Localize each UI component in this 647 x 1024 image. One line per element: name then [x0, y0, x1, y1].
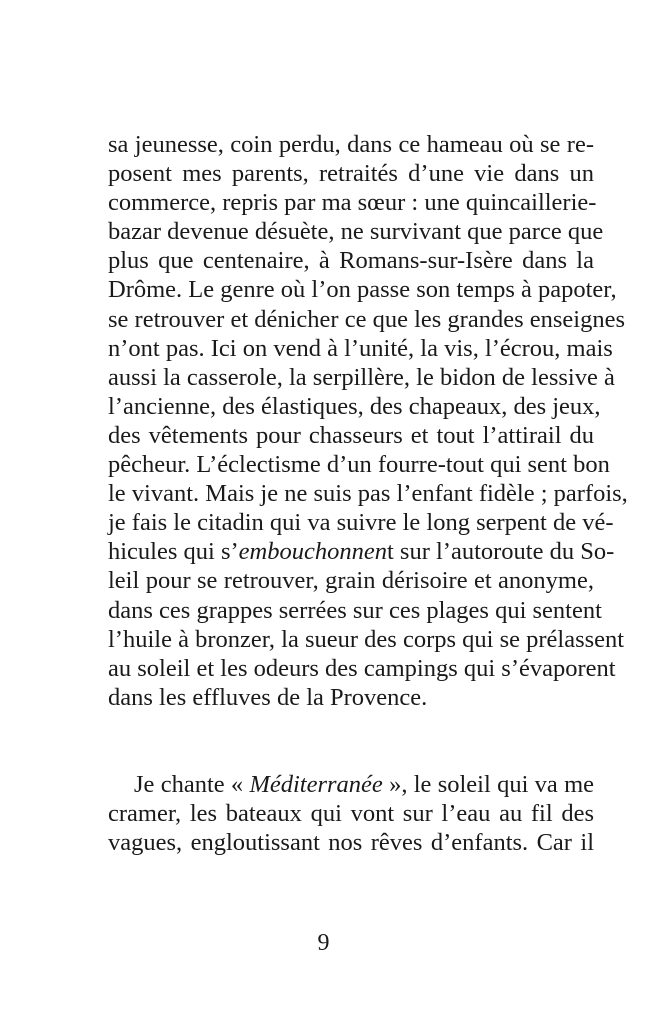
- italic-title: Méditerranée: [249, 771, 383, 798]
- text-line: l’ancienne, des élastiques, des chapeaux, des jeux,: [108, 392, 601, 420]
- text-segment: Je chante «: [134, 771, 250, 798]
- text-line: l’huile à bronzer, la sueur des corps qui se prélassent: [108, 625, 625, 653]
- text-line: se retrouver et dénicher ce que les grandes enseignes: [108, 305, 625, 333]
- text-line: pêcheur. L’éclectisme d’un fourre-tout qui sent bon: [108, 451, 610, 479]
- text-line: aussi la casserole, la serpillère, le bidon de lessive à: [108, 363, 615, 391]
- text-line: [108, 770, 594, 799]
- text-line: au soleil et les odeurs des campings qui s’évaporent: [108, 654, 616, 682]
- text-line: bazar devenue désuète, ne survivant que parce que: [108, 218, 604, 246]
- paragraph-1: [108, 130, 628, 712]
- text-line: n’ont pas. Ici on vend à l’unité, la vis, l’écrou, mais: [108, 334, 613, 362]
- text-line: cramer, les bateaux qui vont sur l’eau au fil des: [108, 800, 594, 828]
- text-line: dans les effluves de la Provence.: [108, 683, 428, 711]
- text-line: le vivant. Mais je ne suis pas l’enfant fidèle ; parfois,: [108, 480, 628, 508]
- paragraph-2: [108, 770, 594, 857]
- italic-word: embouchonnen: [238, 538, 387, 566]
- text-line: plus que centenaire, à Romans-sur-Isère dans la: [108, 247, 594, 275]
- text-segment: », le soleil qui va me: [382, 771, 595, 798]
- text-line: commerce, repris par ma sœur : une quincaillerie-: [108, 189, 597, 217]
- text-segment: hicules qui s’: [108, 538, 239, 566]
- text-line: leil pour se retrouver, grain dérisoire et anonyme,: [108, 567, 594, 595]
- text-line: posent mes parents, retraités d’une vie dans un: [108, 160, 594, 188]
- text-line: [108, 537, 615, 566]
- text-line: des vêtements pour chasseurs et tout l’attirail du: [108, 421, 594, 449]
- page-number: 9: [317, 930, 330, 956]
- text-segment: t sur l’autoroute du So-: [386, 538, 615, 566]
- text-line: sa jeunesse, coin perdu, dans ce hameau où se re-: [108, 131, 594, 158]
- text-line: dans ces grappes serrées sur ces plages qui sentent: [108, 596, 602, 624]
- text-line: Drôme. Le genre où l’on passe son temps à papoter,: [108, 276, 617, 304]
- text-line: je fais le citadin qui va suivre le long serpent de vé-: [108, 509, 614, 537]
- text-line: vagues, engloutissant nos rêves d’enfants. Car il: [108, 829, 594, 857]
